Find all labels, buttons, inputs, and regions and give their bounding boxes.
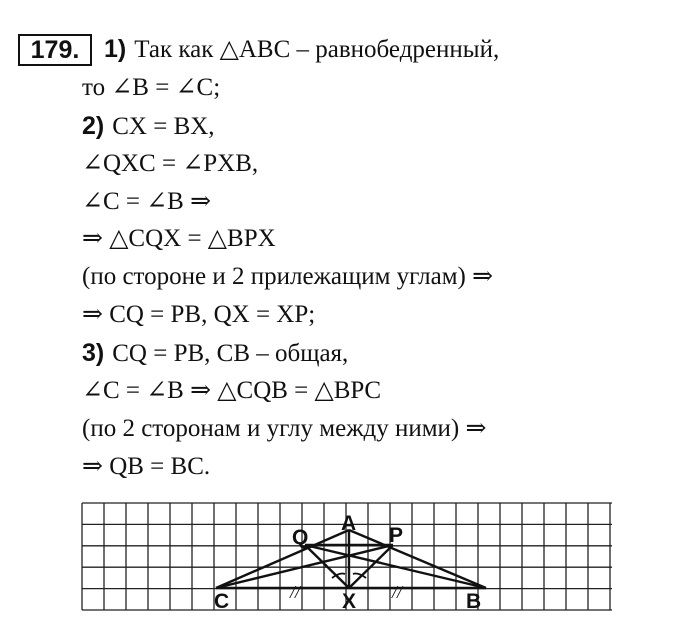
- label-b: B: [466, 590, 482, 613]
- side-ab: [349, 530, 486, 588]
- label-q: Q: [292, 526, 309, 549]
- step-label: 2): [82, 112, 105, 140]
- segment-cp: [216, 545, 393, 588]
- line-text: то ∠B = ∠C;: [82, 74, 221, 101]
- line-text: ∠C = ∠B ⇒: [82, 188, 212, 215]
- label-a: A: [341, 512, 357, 535]
- line-text: ⇒ △CQX = △BPX: [82, 225, 276, 252]
- label-c: C: [214, 590, 230, 613]
- triangle-drawing: [216, 530, 486, 588]
- line-text: ∠QXC = ∠PXB,: [82, 150, 259, 177]
- label-p: P: [389, 524, 404, 547]
- line-text: CX = BX,: [112, 113, 215, 140]
- line-text: CQ = PB, CB – общая,: [112, 340, 349, 367]
- tick-mark-xb: //: [392, 582, 403, 602]
- problem-number: 179.: [18, 34, 92, 66]
- line-text: (по 2 сторонам и углу между ними) ⇒: [82, 415, 487, 442]
- step-label: 3): [82, 339, 105, 367]
- label-x: X: [342, 590, 357, 613]
- step-label: 1): [104, 35, 127, 63]
- line-text: ⇒ QB = BC.: [82, 453, 211, 480]
- line-text: ∠C = ∠B ⇒ △CQB = △BPC: [82, 377, 381, 404]
- tick-mark-cx: //: [290, 582, 301, 602]
- line-text: Так как △ABC – равнобедренный,: [134, 36, 500, 63]
- line-text: ⇒ CQ = PB, QX = XP;: [82, 301, 316, 328]
- line-text: (по стороне и 2 прилежащим углам) ⇒: [82, 263, 494, 290]
